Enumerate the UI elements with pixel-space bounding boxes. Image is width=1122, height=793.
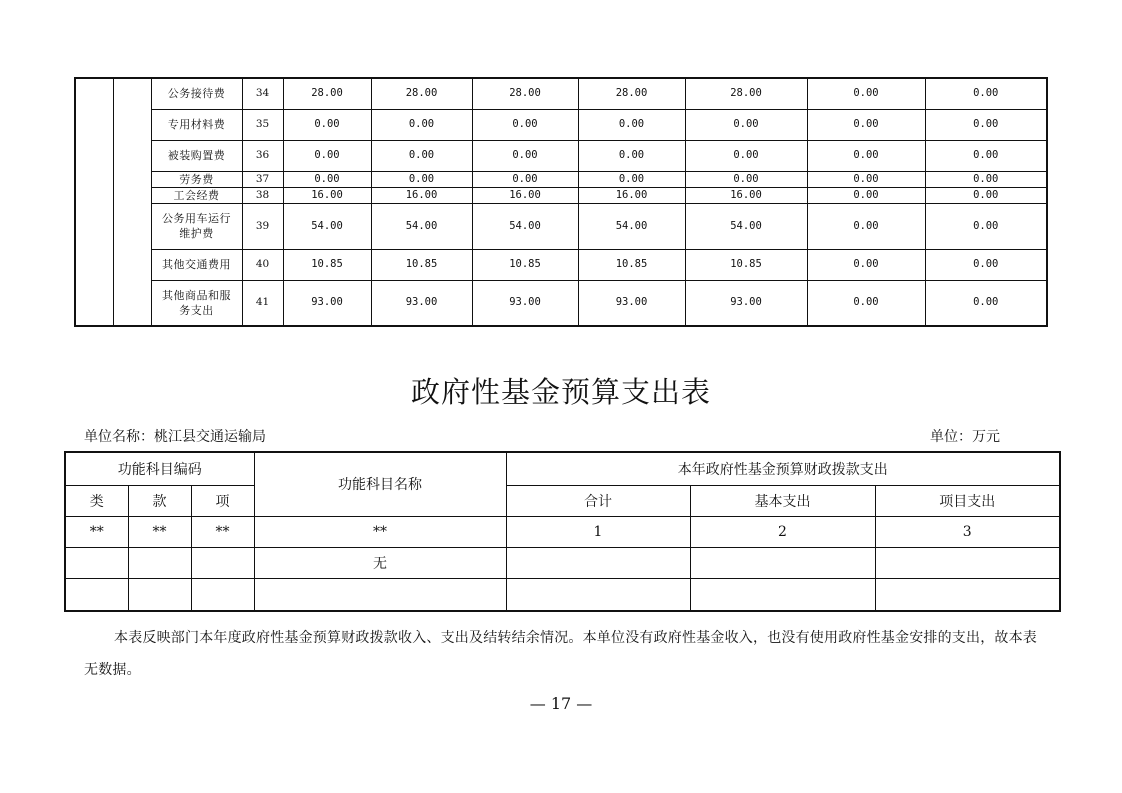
item-index: 40 bbox=[242, 249, 283, 280]
subheader-xiang: 项 bbox=[191, 485, 254, 516]
value-cell: 10.85 bbox=[472, 249, 578, 280]
value-cell: 0.00 bbox=[472, 109, 578, 140]
item-name: 劳务费 bbox=[151, 171, 242, 187]
table-row bbox=[65, 578, 1060, 611]
empty-cell bbox=[875, 547, 1060, 578]
value-cell: 0.00 bbox=[807, 171, 925, 187]
value-cell: 10.85 bbox=[283, 249, 371, 280]
empty-cell bbox=[191, 578, 254, 611]
empty-cell bbox=[506, 547, 690, 578]
value-cell: 0.00 bbox=[807, 203, 925, 249]
value-cell: 0.00 bbox=[472, 140, 578, 171]
table-row bbox=[75, 187, 1047, 203]
header-expenditure: 本年政府性基金预算财政拨款支出 bbox=[506, 452, 1060, 485]
empty-cell bbox=[128, 547, 191, 578]
subheader-lei: 类 bbox=[65, 485, 128, 516]
empty-cell bbox=[690, 578, 875, 611]
value-cell: 93.00 bbox=[283, 280, 371, 326]
table-row bbox=[75, 78, 1047, 109]
value-cell: 28.00 bbox=[371, 78, 472, 109]
value-cell: 0.00 bbox=[283, 171, 371, 187]
item-index: 37 bbox=[242, 171, 283, 187]
item-index: 36 bbox=[242, 140, 283, 171]
value-cell: 0.00 bbox=[807, 249, 925, 280]
header-row bbox=[65, 452, 1060, 485]
subheader-total: 合计 bbox=[506, 485, 690, 516]
item-index: 38 bbox=[242, 187, 283, 203]
marker-cell: ** bbox=[191, 516, 254, 547]
value-cell: 54.00 bbox=[371, 203, 472, 249]
item-name: 工会经费 bbox=[151, 187, 242, 203]
value-cell: 16.00 bbox=[371, 187, 472, 203]
value-cell: 0.00 bbox=[925, 140, 1047, 171]
blank-cell bbox=[75, 78, 113, 326]
table-row bbox=[75, 171, 1047, 187]
value-cell: 0.00 bbox=[925, 280, 1047, 326]
value-cell: 93.00 bbox=[472, 280, 578, 326]
value-cell: 10.85 bbox=[371, 249, 472, 280]
value-cell: 0.00 bbox=[807, 140, 925, 171]
value-cell: 28.00 bbox=[578, 78, 685, 109]
empty-cell bbox=[875, 578, 1060, 611]
value-cell: 28.00 bbox=[685, 78, 807, 109]
subheader-project: 项目支出 bbox=[875, 485, 1060, 516]
value-cell: 54.00 bbox=[578, 203, 685, 249]
page-title: 政府性基金预算支出表 bbox=[410, 375, 711, 409]
item-name: 其他商品和服务支出 bbox=[151, 280, 242, 326]
value-cell: 0.00 bbox=[685, 140, 807, 171]
value-cell: 0.00 bbox=[283, 109, 371, 140]
value-cell: 93.00 bbox=[578, 280, 685, 326]
value-cell: 93.00 bbox=[685, 280, 807, 326]
table-row bbox=[75, 203, 1047, 249]
marker-cell: ** bbox=[128, 516, 191, 547]
empty-cell bbox=[65, 578, 128, 611]
marker-row bbox=[65, 516, 1060, 547]
value-cell: 0.00 bbox=[685, 171, 807, 187]
empty-cell bbox=[506, 578, 690, 611]
header-name: 功能科目名称 bbox=[254, 452, 506, 516]
explanatory-note: 本表反映部门本年度政府性基金预算财政拨款收入、支出及结转结余情况。本单位没有政府性基金收入，也没有使用政府性基金安排的支出，故本表无数据。 bbox=[84, 630, 1037, 678]
value-cell: 16.00 bbox=[685, 187, 807, 203]
value-cell: 10.85 bbox=[685, 249, 807, 280]
item-name: 其他交通费用 bbox=[151, 249, 242, 280]
item-index: 34 bbox=[242, 78, 283, 109]
table-row bbox=[65, 547, 1060, 578]
no-data-cell: 无 bbox=[254, 547, 506, 578]
value-cell: 0.00 bbox=[925, 249, 1047, 280]
unit-name-label: 单位名称：桃江县交通运输局 bbox=[84, 429, 266, 445]
subheader-row bbox=[65, 485, 1060, 516]
header-code: 功能科目编码 bbox=[65, 452, 254, 485]
government-fund-expenditure-table bbox=[64, 451, 1061, 612]
marker-cell: 2 bbox=[690, 516, 875, 547]
expenditure-detail-table bbox=[74, 77, 1048, 327]
marker-cell: ** bbox=[65, 516, 128, 547]
value-cell: 0.00 bbox=[578, 171, 685, 187]
marker-cell: 3 bbox=[875, 516, 1060, 547]
value-cell: 54.00 bbox=[685, 203, 807, 249]
value-cell: 0.00 bbox=[472, 171, 578, 187]
value-cell: 10.85 bbox=[578, 249, 685, 280]
value-cell: 0.00 bbox=[685, 109, 807, 140]
empty-cell bbox=[690, 547, 875, 578]
item-name: 专用材料费 bbox=[151, 109, 242, 140]
page-number: — 17 — bbox=[529, 694, 593, 713]
value-cell: 0.00 bbox=[925, 203, 1047, 249]
table-row bbox=[75, 280, 1047, 326]
item-index: 39 bbox=[242, 203, 283, 249]
value-cell: 0.00 bbox=[925, 187, 1047, 203]
table-row bbox=[75, 109, 1047, 140]
value-cell: 0.00 bbox=[925, 78, 1047, 109]
value-cell: 0.00 bbox=[807, 280, 925, 326]
marker-cell: 1 bbox=[506, 516, 690, 547]
subheader-kuan: 款 bbox=[128, 485, 191, 516]
value-cell: 0.00 bbox=[578, 140, 685, 171]
table-row bbox=[75, 249, 1047, 280]
value-cell: 93.00 bbox=[371, 280, 472, 326]
value-cell: 0.00 bbox=[807, 187, 925, 203]
value-cell: 0.00 bbox=[371, 109, 472, 140]
item-name: 公务接待费 bbox=[151, 78, 242, 109]
value-cell: 0.00 bbox=[371, 171, 472, 187]
item-name: 被装购置费 bbox=[151, 140, 242, 171]
empty-cell bbox=[128, 578, 191, 611]
item-name: 公务用车运行维护费 bbox=[151, 203, 242, 249]
value-cell: 16.00 bbox=[578, 187, 685, 203]
value-cell: 0.00 bbox=[807, 109, 925, 140]
empty-cell bbox=[191, 547, 254, 578]
value-cell: 0.00 bbox=[578, 109, 685, 140]
value-cell: 54.00 bbox=[283, 203, 371, 249]
value-cell: 0.00 bbox=[925, 109, 1047, 140]
value-cell: 28.00 bbox=[283, 78, 371, 109]
value-cell: 28.00 bbox=[472, 78, 578, 109]
value-cell: 0.00 bbox=[283, 140, 371, 171]
table-row bbox=[75, 140, 1047, 171]
blank-cell bbox=[113, 78, 151, 326]
value-cell: 16.00 bbox=[283, 187, 371, 203]
marker-cell: ** bbox=[254, 516, 506, 547]
subheader-basic: 基本支出 bbox=[690, 485, 875, 516]
item-index: 35 bbox=[242, 109, 283, 140]
value-cell: 54.00 bbox=[472, 203, 578, 249]
value-cell: 16.00 bbox=[472, 187, 578, 203]
value-cell: 0.00 bbox=[925, 171, 1047, 187]
item-index: 41 bbox=[242, 280, 283, 326]
unit-currency-label: 单位：万元 bbox=[930, 429, 1000, 445]
value-cell: 0.00 bbox=[371, 140, 472, 171]
value-cell: 0.00 bbox=[807, 78, 925, 109]
empty-cell bbox=[254, 578, 506, 611]
empty-cell bbox=[65, 547, 128, 578]
